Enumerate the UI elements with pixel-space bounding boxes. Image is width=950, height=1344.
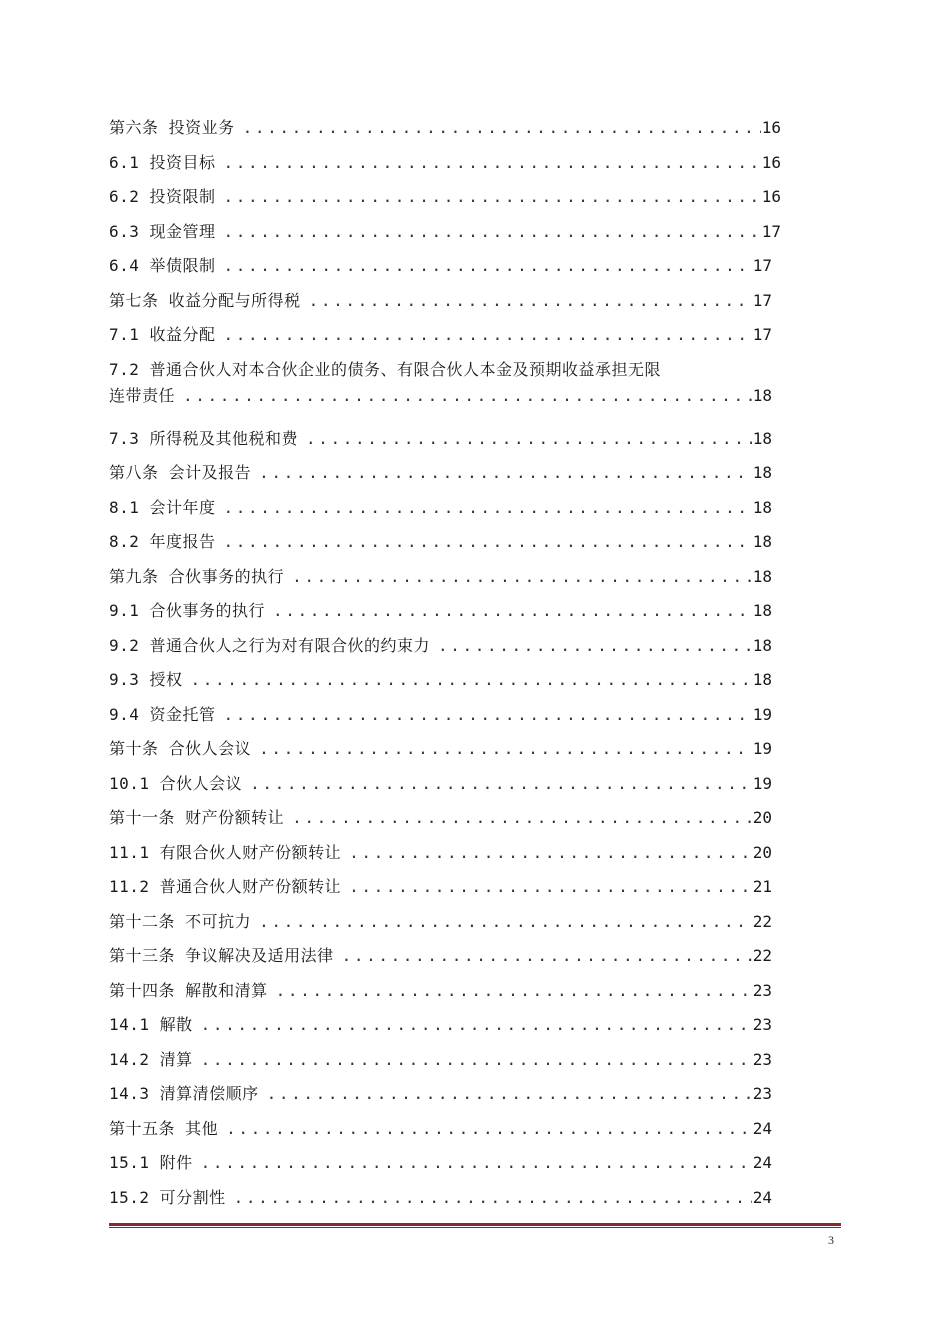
toc-entry-page: 20: [752, 842, 772, 862]
toc-entry-title: 14.3 清算清偿顺序: [109, 1084, 259, 1103]
toc-entry[interactable]: [109, 1116, 781, 1151]
toc-dot-leader: [334, 943, 752, 969]
toc-dot-leader: [193, 1150, 752, 1176]
toc-entry[interactable]: [109, 805, 781, 840]
toc-entry-title: 8.2 年度报告: [109, 532, 216, 551]
toc-entry-page: 16: [761, 118, 781, 137]
toc-entry[interactable]: [109, 495, 781, 530]
footer-rule: [109, 1223, 841, 1228]
toc-entry[interactable]: [109, 219, 781, 254]
toc-entry-page: 18: [752, 428, 772, 448]
toc-entry[interactable]: [109, 874, 781, 909]
page-number: 3: [828, 1233, 834, 1247]
toc-entry-title: 9.3 授权: [109, 670, 183, 689]
toc-entry-page: 22: [752, 946, 772, 965]
toc-entry-page: 18: [752, 497, 772, 517]
toc-entry[interactable]: [109, 978, 781, 1013]
toc-entry-page: 23: [752, 1015, 772, 1034]
toc-entry[interactable]: [109, 184, 781, 219]
toc-entry-page: 18: [752, 635, 772, 655]
toc-entry-page: 23: [752, 980, 772, 1000]
toc-entry-page: 16: [761, 152, 781, 172]
toc-entry-title-line1: 7.2 普通合伙人对本合伙企业的债务、有限合伙人本金及预期收益承担无限: [109, 359, 662, 379]
toc-entry[interactable]: [109, 1185, 781, 1220]
toc-entry-page: 17: [752, 290, 772, 310]
toc-entry-page: 24: [752, 1118, 772, 1138]
toc-dot-leader: [284, 805, 752, 831]
toc-dot-leader: [242, 771, 752, 797]
toc-entry-page: 21: [752, 877, 772, 896]
toc-entry-title: 11.2 普通合伙人财产份额转让: [109, 877, 342, 896]
toc-entry-title: 第十二条 不可抗力: [109, 911, 252, 931]
toc-entry[interactable]: [109, 909, 781, 944]
toc-entry-title: 9.4 资金托管: [109, 704, 216, 724]
toc-dot-leader: [216, 322, 752, 348]
toc-entry-page: 23: [752, 1084, 772, 1103]
toc-dot-leader: [216, 495, 752, 521]
toc-dot-leader: [175, 383, 752, 409]
toc-entry-page: 24: [752, 1153, 772, 1172]
toc-entry[interactable]: [109, 1081, 781, 1116]
toc-entry-page: 18: [752, 566, 772, 586]
toc-entry[interactable]: [109, 667, 781, 702]
toc-entry-page: 17: [752, 325, 772, 344]
toc-entry-title: 6.1 投资目标: [109, 152, 216, 172]
toc-entry-title: 第十四条 解散和清算: [109, 980, 268, 1000]
toc-entry[interactable]: [109, 702, 781, 737]
toc-entry[interactable]: [109, 357, 781, 426]
toc-entry-page: 18: [752, 385, 772, 405]
toc-entry-title: 15.1 附件: [109, 1153, 193, 1172]
toc-dot-leader: [259, 1081, 752, 1107]
toc-entry[interactable]: [109, 771, 781, 806]
toc-entry-title: 14.1 解散: [109, 1015, 193, 1034]
toc-dot-leader: [341, 840, 752, 866]
toc-entry-title: 7.3 所得税及其他税和费: [109, 428, 299, 448]
toc-dot-leader: [216, 219, 761, 245]
toc-entry-title: 第八条 会计及报告: [109, 463, 252, 482]
toc-dot-leader: [216, 702, 752, 728]
toc-dot-leader: [193, 1047, 752, 1073]
toc-dot-leader: [226, 1185, 752, 1211]
toc-entry-page: 19: [752, 704, 772, 724]
toc-dot-leader: [265, 598, 752, 624]
toc-entry[interactable]: [109, 736, 781, 771]
toc-entry-page: 22: [752, 911, 772, 931]
toc-entry-title: 6.4 举债限制: [109, 256, 216, 275]
table-of-contents: [109, 115, 781, 1219]
toc-entry-title: 14.2 清算: [109, 1049, 193, 1069]
toc-entry-title: 第十一条 财产份额转让: [109, 808, 285, 827]
toc-entry-title: 11.1 有限合伙人财产份额转让: [109, 842, 342, 862]
toc-dot-leader: [298, 426, 752, 452]
toc-entry[interactable]: [109, 426, 781, 461]
toc-entry-title: 9.2 普通合伙人之行为对有限合伙的约束力: [109, 635, 431, 655]
toc-dot-leader: [284, 564, 752, 590]
toc-entry-page: 18: [752, 670, 772, 689]
toc-entry-page: 19: [752, 739, 772, 758]
toc-entry-title: 第十三条 争议解决及适用法律: [109, 946, 334, 965]
toc-dot-leader: [430, 633, 752, 659]
toc-entry[interactable]: [109, 322, 781, 357]
toc-entry-title: 15.2 可分割性: [109, 1187, 226, 1207]
toc-entry-title: 连带责任: [109, 385, 176, 405]
toc-entry[interactable]: [109, 1150, 781, 1185]
toc-entry[interactable]: [109, 943, 781, 978]
toc-entry-title: 9.1 合伙事务的执行: [109, 601, 266, 620]
toc-entry[interactable]: [109, 115, 781, 150]
toc-entry[interactable]: [109, 564, 781, 599]
toc-entry-title: 第十五条 其他: [109, 1118, 219, 1138]
toc-entry[interactable]: [109, 1047, 781, 1082]
toc-dot-leader: [216, 184, 761, 210]
toc-entry[interactable]: [109, 598, 781, 633]
toc-entry[interactable]: [109, 1012, 781, 1047]
toc-entry-title: 第九条 合伙事务的执行: [109, 566, 285, 586]
toc-entry-page: 18: [752, 601, 772, 620]
toc-entry-title: 第七条 收益分配与所得税: [109, 290, 301, 310]
toc-dot-leader: [251, 460, 752, 486]
toc-dot-leader: [301, 288, 752, 314]
toc-entry-page: 16: [761, 187, 781, 206]
toc-dot-leader: [235, 115, 761, 141]
toc-entry[interactable]: [109, 150, 781, 185]
toc-entry-page: 20: [752, 808, 772, 827]
toc-entry-title: 6.3 现金管理: [109, 221, 216, 241]
toc-dot-leader: [341, 874, 752, 900]
toc-dot-leader: [251, 909, 752, 935]
toc-entry-page: 17: [761, 221, 781, 241]
toc-entry-title: 第六条 投资业务: [109, 118, 235, 137]
toc-entry[interactable]: [109, 460, 781, 495]
toc-entry-title: 第十条 合伙人会议: [109, 739, 252, 758]
toc-entry[interactable]: [109, 840, 781, 875]
toc-entry-title: 10.1 合伙人会议: [109, 773, 243, 793]
toc-dot-leader: [216, 150, 761, 176]
toc-entry-title: 7.1 收益分配: [109, 325, 216, 344]
toc-entry-page: 19: [752, 773, 772, 793]
toc-dot-leader: [193, 1012, 752, 1038]
toc-entry[interactable]: [109, 253, 781, 288]
toc-entry-page: 18: [752, 532, 772, 551]
toc-dot-leader: [268, 978, 752, 1004]
toc-entry[interactable]: [109, 633, 781, 668]
toc-dot-leader: [183, 667, 752, 693]
toc-entry[interactable]: [109, 288, 781, 323]
toc-dot-leader: [216, 529, 752, 555]
toc-dot-leader: [251, 736, 752, 762]
toc-entry-page: 17: [752, 256, 772, 275]
toc-entry-page: 18: [752, 463, 772, 482]
toc-entry[interactable]: [109, 529, 781, 564]
toc-entry-page: 24: [752, 1187, 772, 1207]
toc-dot-leader: [218, 1116, 752, 1142]
toc-entry-title: 6.2 投资限制: [109, 187, 216, 206]
toc-entry-title: 8.1 会计年度: [109, 497, 216, 517]
toc-entry-page: 23: [752, 1049, 772, 1069]
toc-dot-leader: [216, 253, 752, 279]
